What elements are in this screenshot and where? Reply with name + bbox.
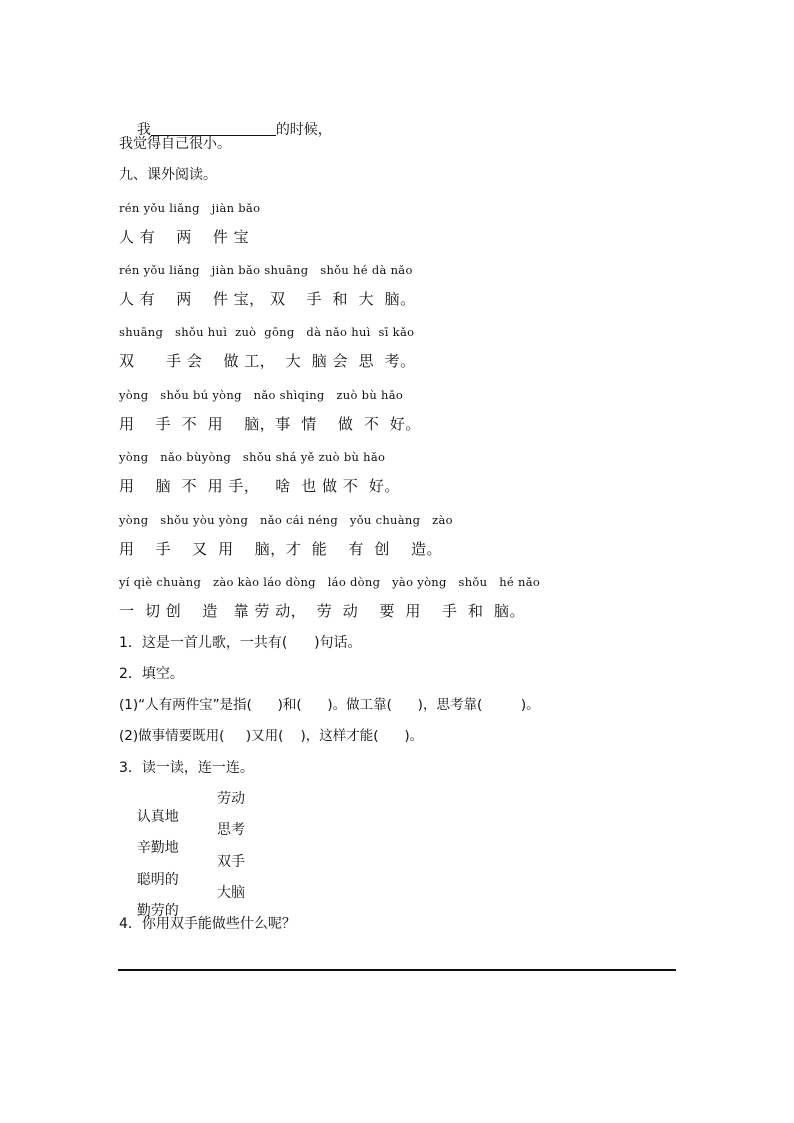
match-left-item[interactable]: 勤劳的 [136,903,179,919]
answer-blank[interactable] [151,121,276,136]
sentence-line: 我觉得自己很小。 [119,136,231,152]
question-4: 4．你用双手能做些什么呢？ [119,916,296,932]
match-left-item[interactable]: 认真地 [136,809,179,825]
pinyin-line: rén yǒu liǎng jiàn bǎo shuāng shǒu hé dà nǎo [119,263,413,277]
question-3: 3．读一读，连一连。 [119,760,254,776]
hanzi-line: 人 有 两 件 宝， 双 手 和 大 脑。 [119,290,416,308]
question-2-part-1: (1)“人有两件宝”是指( )和( )。做工靠( )，思考靠( )。 [119,697,540,713]
pinyin-line: yòng shǒu bú yòng nǎo shìqing zuò bù hǎo [119,388,404,402]
pinyin-line: yí qiè chuàng zào kào láo dòng láo dòng yào yòng shǒu hé nǎo [119,575,541,589]
hanzi-line: 用 手 又 用 脑，才 能 有 创 造。 [119,540,442,558]
hanzi-line: 人 有 两 件 宝 [119,228,250,246]
pinyin-line: yòng nǎo bùyòng shǒu shá yě zuò bù hǎo [119,450,386,464]
sentence-suffix: 的时候， [275,122,332,138]
answer-line[interactable] [118,969,676,971]
match-right-item[interactable]: 双手 [217,854,245,870]
hanzi-line: 一 切 创 造 靠 劳 动， 劳 动 要 用 手 和 脑。 [119,602,526,620]
match-right-item[interactable]: 思考 [217,822,245,838]
pinyin-line: yòng shǒu yòu yòng nǎo cái néng yǒu chuàng zào [119,513,453,527]
match-left-item[interactable]: 辛勤地 [136,840,179,856]
hanzi-line: 用 手 不 用 脑，事 情 做 不 好。 [119,415,421,433]
question-2-part-2: (2)做事情要既用( )又用( )，这样才能( )。 [119,728,424,744]
hanzi-line: 用 脑 不 用 手， 啥 也 做 不 好。 [119,477,400,495]
question-1: 1．这是一首儿歌，一共有( )句话。 [119,635,362,651]
match-right-item[interactable]: 大脑 [217,885,245,901]
match-left-item[interactable]: 聪明的 [136,872,179,888]
hanzi-line: 双 手 会 做 工， 大 脑 会 思 考。 [119,352,416,370]
pinyin-line: rén yǒu liǎng jiàn bǎo [119,201,261,215]
section-title: 九、课外阅读。 [119,167,217,183]
question-2: 2．填空。 [119,666,184,682]
match-right-item[interactable]: 劳动 [217,791,245,807]
sentence-prefix: 我 [136,122,151,138]
pinyin-line: shuāng shǒu huì zuò gōng dà nǎo huì sī kǎo [119,325,415,339]
